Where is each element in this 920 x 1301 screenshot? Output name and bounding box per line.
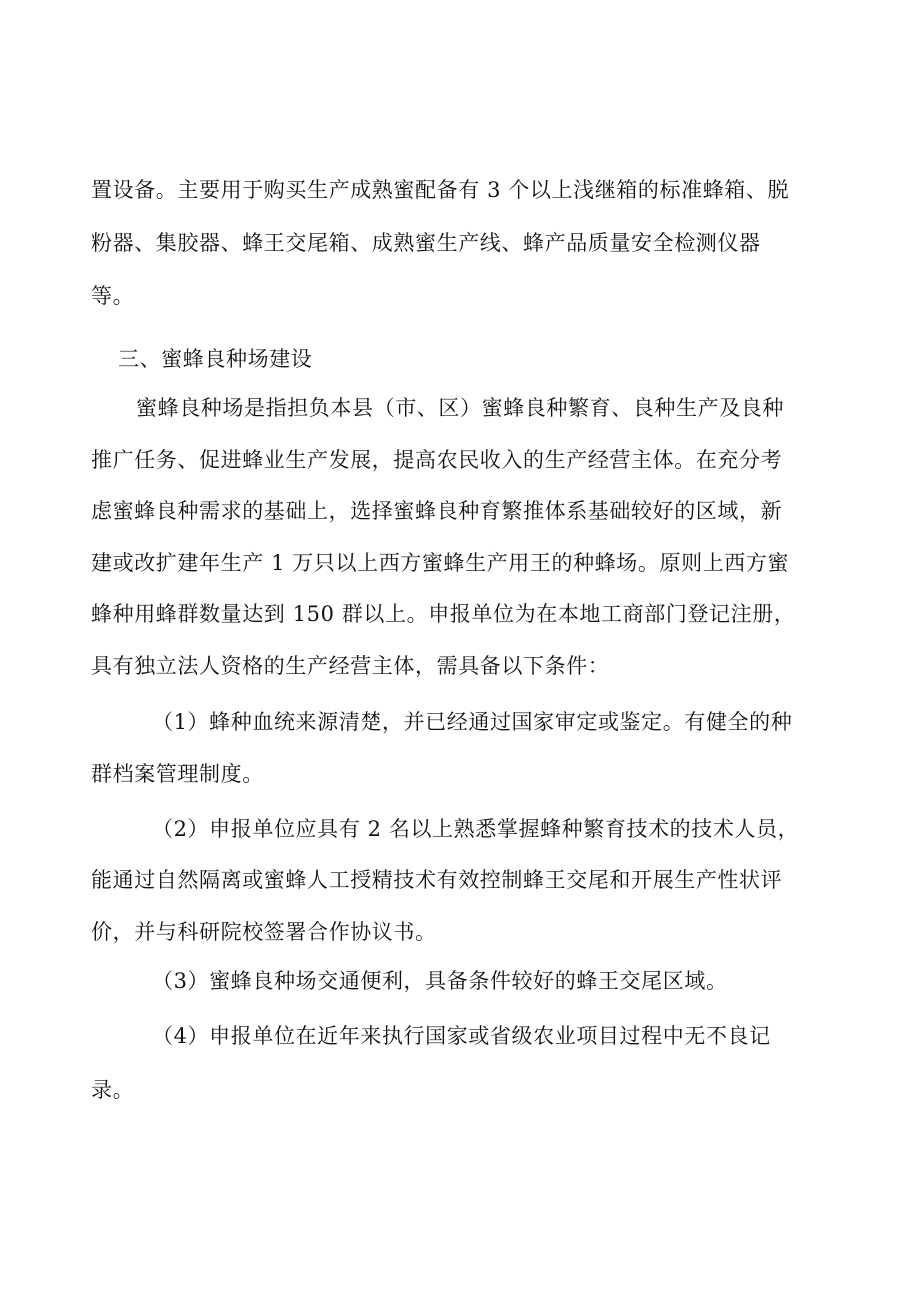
intro-line-2: 粉器、集胶器、蜂王交尾箱、成熟蜜生产线、蜂产品质量安全检测仪器 (91, 231, 761, 255)
intro-line-3: 等。 (91, 284, 135, 308)
body-line-2: 推广任务、促进蜂业生产发展，提高农民收入的生产经营主体。在充分考 (91, 448, 783, 472)
condition-2-line-2: 能通过自然隔离或蜜蜂人工授精技术有效控制蜂王交尾和开展生产性状评 (91, 868, 783, 892)
condition-2-line-3: 价，并与科研院校签署合作协议书。 (91, 920, 437, 944)
body-line-4: 建或改扩建年生产 1 万只以上西方蜜蜂生产用王的种蜂场。原则上西方蜜 (91, 551, 790, 575)
section-heading: 三、蜜蜂良种场建设 (118, 347, 313, 371)
body-line-5: 蜂种用蜂群数量达到 150 群以上。申报单位为在本地工商部门登记注册， (91, 602, 796, 626)
condition-1-line-1: （1）蜂种血统来源清楚，并已经通过国家审定或鉴定。有健全的种 (152, 710, 793, 734)
condition-1-line-2: 群档案管理制度。 (91, 762, 264, 786)
body-line-3: 虑蜜蜂良种需求的基础上，选择蜜蜂良种育繁推体系基础较好的区域，新 (91, 499, 783, 523)
condition-4-line-1: （4）申报单位在近年来执行国家或省级农业项目过程中无不良记 (152, 1024, 771, 1048)
body-line-1: 蜜蜂良种场是指担负本县（市、区）蜜蜂良种繁育、良种生产及良种 (136, 396, 784, 420)
intro-line-1: 置设备。主要用于购买生产成熟蜜配备有 3 个以上浅继箱的标准蜂箱、脱 (91, 178, 790, 202)
condition-3-line-1: （3）蜜蜂良种场交通便利，具备条件较好的蜂王交尾区域。 (152, 969, 728, 993)
body-line-6: 具有独立法人资格的生产经营主体，需具备以下条件： (91, 654, 610, 678)
condition-2-line-1: （2）申报单位应具有 2 名以上熟悉掌握蜂种繁育技术的技术人员， (152, 817, 800, 841)
condition-4-line-2: 录。 (91, 1078, 135, 1102)
